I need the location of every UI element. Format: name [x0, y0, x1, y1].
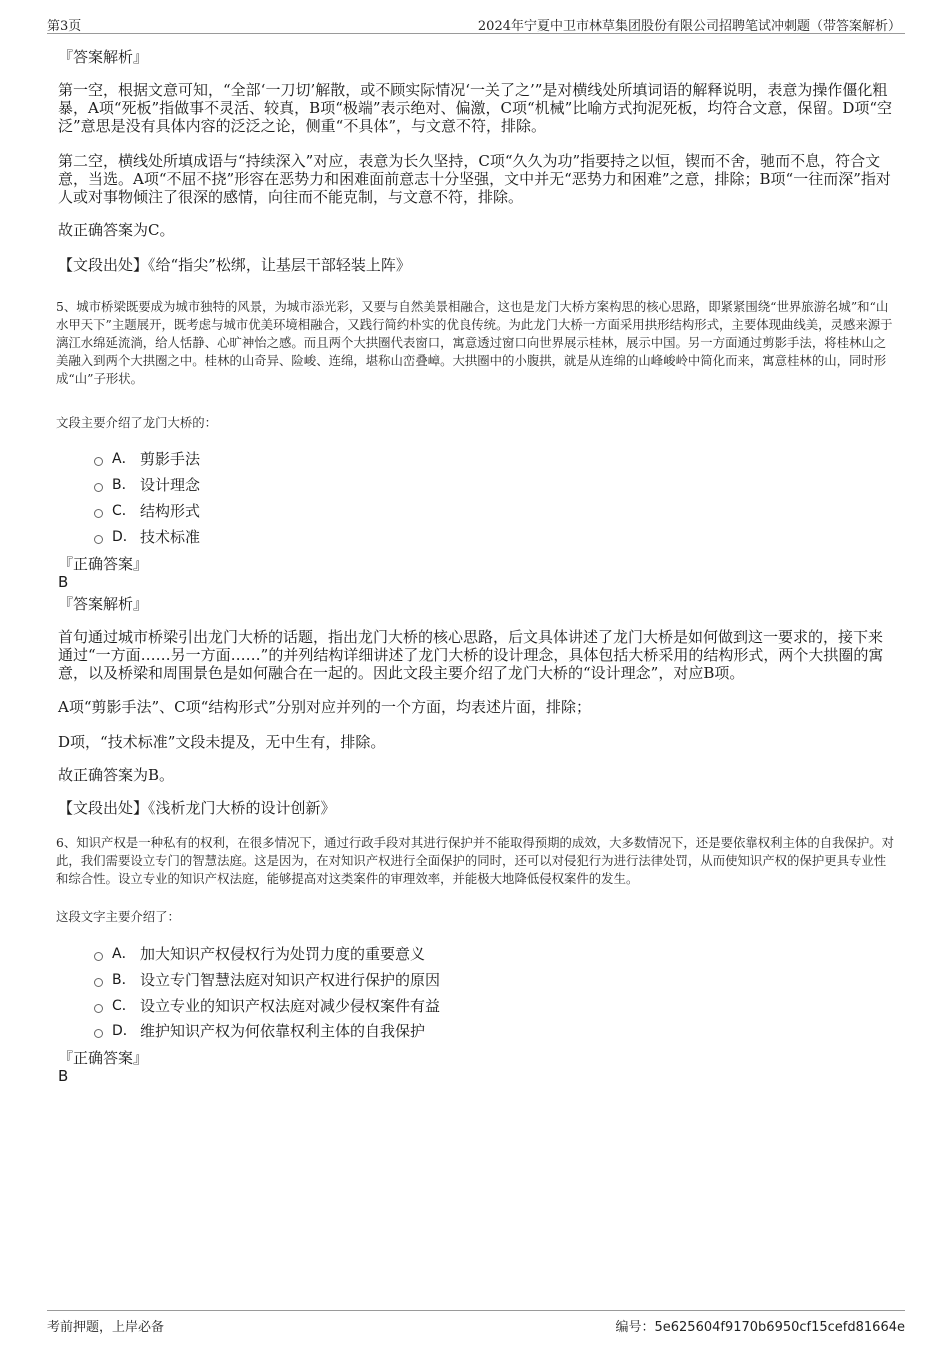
q5-analysis-label: 『答案解析』	[58, 595, 149, 613]
radio-button-icon[interactable]	[94, 483, 103, 492]
q4-source: 【文段出处】《给“指尖”松绑，让基层干部轻装上阵》	[58, 256, 411, 274]
q4-conclusion: 故正确答案为C。	[58, 221, 175, 239]
radio-button-icon[interactable]	[94, 535, 103, 544]
radio-button-icon[interactable]	[94, 457, 103, 466]
q5-option-d[interactable]	[94, 526, 200, 546]
q6-passage: 6、知识产权是一种私有的权利，在很多情况下，通过行政手段对其进行保护并不能取得预期的成效，大多数情况下，还是要依靠权利主体的自我保护。对此，我们需要设立专门的智慧法庭。这是因为，在对知识产权进行全面保护的同时，还可以对侵犯行为进行法律处罚，从而使知识产权的保护更具专业性和综合性。设立专业的知识产权法庭，能够提高对这类案件的审理效率，并能极大地降低侵权案件的发生。	[56, 835, 895, 886]
option-letter: B．	[112, 477, 136, 493]
option-letter: C．	[112, 998, 136, 1014]
q4-analysis-para-2: 第二空，横线处所填成语与“持续深入”对应，表意为长久坚持，C项“久久为功”指要持之以恒，锲而不舍，驰而不息，符合文意，当选。A项“不屈不挠”形容在恶势力和困难面前意志十分坚强，文中并无“恶势力和困难”之意，排除；B项“一往而深”指对人或对事物倾注了很深的感情，向往而不能克制，与文意不符，排除。	[58, 152, 891, 206]
document-code	[615, 1316, 905, 1335]
q5-analysis-para-2: A项“剪影手法”、C项“结构形式”分别对应并列的一个方面，均表述片面，排除；	[58, 698, 591, 716]
radio-button-icon[interactable]	[94, 952, 103, 961]
option-letter: D．	[112, 1023, 137, 1039]
q5-option-a[interactable]	[94, 448, 200, 468]
q6-option-c[interactable]	[94, 995, 440, 1015]
q5-option-b[interactable]	[94, 474, 200, 494]
q5-option-c[interactable]	[94, 500, 200, 520]
option-letter: A．	[112, 946, 136, 962]
option-letter: B．	[112, 972, 136, 988]
radio-button-icon[interactable]	[94, 1004, 103, 1013]
page-footer	[47, 1310, 905, 1333]
radio-button-icon[interactable]	[94, 1029, 103, 1038]
option-text: 设立专业的知识产权法庭对减少侵权案件有益	[140, 996, 441, 1015]
q4-analysis-para-1: 第一空，根据文意可知，“全部‘一刀切’解散，或不顾实际情况‘一关了之’”是对横线处所填词语的解释说明，表意为操作僵化粗暴，A项“死板”指做事不灵活、较真，B项“极端”表示绝对、偏激，C项“机械”比喻方式拘泥死板，均符合文意，保留。D项“空泛”意思是没有具体内容的泛泛之论，侧重“不具体”，与文意不符，排除。	[58, 81, 893, 135]
option-text: 加大知识产权侵权行为处罚力度的重要意义	[140, 944, 426, 963]
option-text: 技术标准	[140, 527, 201, 546]
option-text: 维护知识产权为何依靠权利主体的自我保护	[140, 1021, 426, 1040]
radio-button-icon[interactable]	[94, 978, 103, 987]
q6-option-a[interactable]	[94, 943, 425, 963]
footer-slogan: 考前押题，上岸必备	[47, 1320, 165, 1335]
document-code-label: 编号：	[615, 1320, 655, 1335]
q6-option-d[interactable]	[94, 1020, 425, 1040]
q6-option-b[interactable]	[94, 969, 440, 989]
q6-answer-label: 『正确答案』	[58, 1049, 149, 1067]
q6-answer: B	[58, 1067, 69, 1085]
option-letter: C．	[112, 503, 136, 519]
page-number: 第3页	[47, 19, 82, 34]
document-title: 2024年宁夏中卫市林草集团股份有限公司招聘笔试冲刺题（带答案解析）	[477, 19, 901, 34]
option-letter: A．	[112, 451, 136, 467]
q4-analysis-label: 『答案解析』	[58, 48, 149, 66]
q5-passage: 5、城市桥梁既要成为城市独特的风景，为城市添光彩，又要与自然美景相融合，这也是龙门大桥方案构思的核心思路，即紧紧围绕“世界旅游名城”和“山水甲天下”主题展开，既考虑与城市优美环境相融合，又践行简约朴实的优良传统。为此龙门大桥一方面采用拱形结构形式，主要体现曲线美，灵感来源于漓江水绵延流淌，给人恬静、心旷神怡之感。而且两个大拱圈代表窗口，寓意透过窗口向世界展示桂林，展示中国。另一方面通过剪影手法，将桂林山之美融入到两个大拱圈之中。桂林的山奇异、险峻、连绵，堪称山峦叠嶂。大拱圈中的小腹拱，就是从连绵的山峰峻岭中简化而来，寓意桂林的山，同时形成“山”子形状。	[56, 299, 893, 386]
q5-conclusion: 故正确答案为B。	[58, 766, 175, 784]
q5-analysis-para-1: 首句通过城市桥梁引出龙门大桥的话题，指出龙门大桥的核心思路，后文具体讲述了龙门大桥是如何做到这一要求的，接下来通过“一方面……另一方面……”的并列结构详细讲述了龙门大桥的设计理念，具体包括大桥采用的结构形式，两个大拱圈的寓意，以及桥梁和周围景色是如何融合在一起的。因此文段主要介绍了龙门大桥的“设计理念”，对应B项。	[58, 628, 884, 682]
radio-button-icon[interactable]	[94, 509, 103, 518]
q5-prompt: 文段主要介绍了龙门大桥的：	[56, 415, 218, 430]
document-code-value: 5e625604f9170b6950cf15cefd81664e	[654, 1320, 905, 1335]
q5-source: 【文段出处】《浅析龙门大桥的设计创新》	[58, 799, 336, 817]
option-letter: D．	[112, 529, 137, 545]
option-text: 结构形式	[140, 501, 201, 520]
q6-prompt: 这段文字主要介绍了：	[56, 909, 180, 924]
q5-analysis-para-3: D项，“技术标准”文段未提及，无中生有，排除。	[58, 733, 386, 751]
option-text: 剪影手法	[140, 449, 201, 468]
q5-answer: B	[58, 573, 69, 591]
q5-answer-label: 『正确答案』	[58, 555, 149, 573]
page-header	[47, 13, 905, 34]
option-text: 设计理念	[140, 475, 201, 494]
option-text: 设立专门智慧法庭对知识产权进行保护的原因	[140, 970, 441, 989]
